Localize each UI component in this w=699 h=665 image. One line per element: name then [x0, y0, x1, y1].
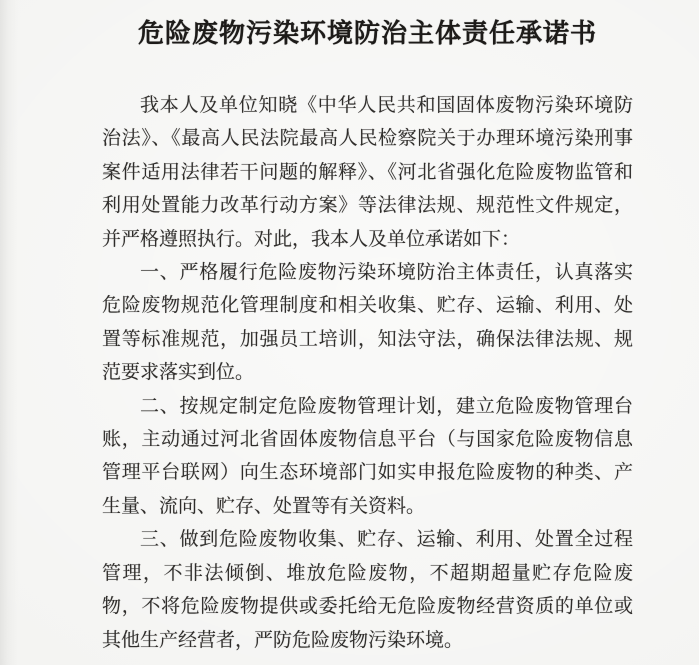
document-title: 危险废物污染环境防治主体责任承诺书: [137, 19, 597, 48]
document-content: [102, 0, 633, 657]
paragraph-intro: 我本人及单位知晓《中华人民共和国固体废物污染环境防治法》、《最高人民法院最高人民检察院关于办理环境污染刑事案件适用法律若干问题的解释》、《河北省强化危险废物监管和利用处置能力改革行动方案》等法律法规、规范性文件规定，并严格遵照执行。对此，我本人及单位承诺如下：: [102, 95, 633, 250]
paragraph-commitment-1: 一、严格履行危险废物污染环境防治主体责任，认真落实危险废物规范化管理制度和相关收集、贮存、运输、利用、处置等标准规范，加强员工培训，知法守法，确保法律法规、规范要求落实到位。: [102, 262, 633, 384]
paragraph-commitment-3: 三、做到危险废物收集、贮存、运输、利用、处置全过程管理，不非法倾倒、堆放危险废物，不超期超量贮存危险废物，不将危险废物提供或委托给无危险废物经营资质的单位或其他生产经营者，严防危险废物污染环境。: [102, 529, 633, 651]
paragraph-commitment-2: 二、按规定制定危险废物管理计划，建立危险废物管理台账，主动通过河北省固体废物信息平台（与国家危险废物信息管理平台联网）向生态环境部门如实申报危险废物的种类、产生量、流向、贮存、处置等有关资料。: [102, 395, 633, 517]
document-body: [102, 89, 633, 657]
